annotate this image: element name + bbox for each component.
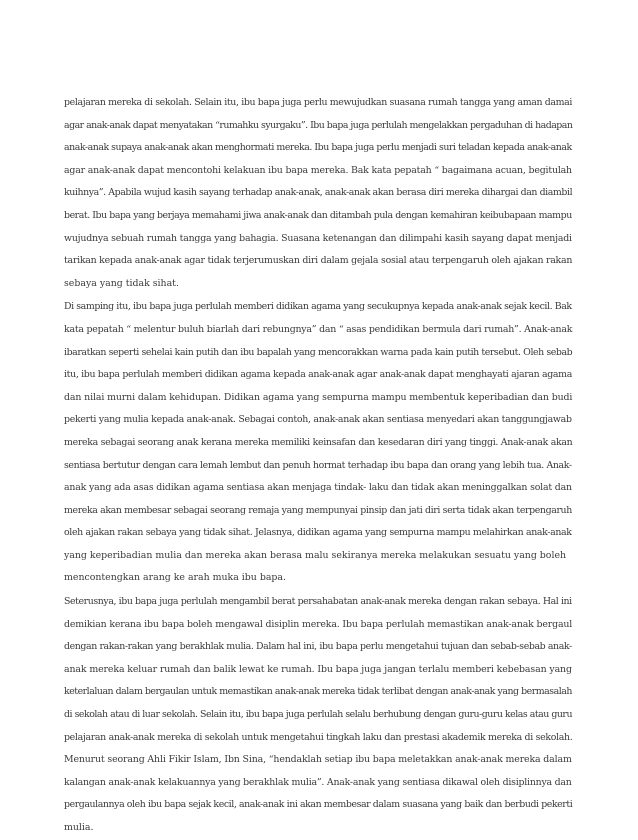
text-line: tarikan kepada anak-anak agar tidak terjerumuskan diri dalam gejala sosial atau terpengaruh oleh ajakan rakan <box>64 255 573 267</box>
paragraph-1 <box>64 92 572 295</box>
text-line: kuihnya”. Apabila wujud kasih sayang terhadap anak-anak, anak-anak akan berasa diri mereka dihargai dan diambil <box>64 187 573 199</box>
text-line: dan nilai murni dalam kehidupan. Didikan agama yang sempurna mampu membentuk keperibadian dan budi <box>64 391 573 403</box>
text-line: sentiasa bertutur dengan cara lemah lembut dan penuh hormat terhadap ibu bapa dan orang yang lebih tua. Anak- <box>64 459 572 471</box>
text-line: mereka sebagai seorang anak kerana mereka memiliki keinsafan dan kesedaran diri yang tinggi. Anak-anak akan <box>64 436 573 448</box>
text-line: sebaya yang tidak sihat. <box>64 277 179 289</box>
text-line: pekerti yang mulia kepada anak-anak. Sebagai contoh, anak-anak akan sentiasa menyedari akan tanggungjawab <box>64 414 572 426</box>
text-line: demikian kerana ibu bapa boleh mengawal disiplin mereka. Ibu bapa perlulah memastikan anak-anak bergaul <box>64 618 573 630</box>
text-line: itu, ibu bapa perlulah memberi didikan agama kepada anak-anak agar anak-anak dapat menghayati ajaran agama <box>64 369 572 381</box>
text-line: berat. Ibu bapa yang berjaya memahami jiwa anak-anak dan ditambah pula dengan kemahiran keibubapaan mampu <box>64 209 572 221</box>
text-line: ibaratkan seperti sehelai kain putih dan ibu bapalah yang mencorakkan warna pada kain putih tersebut. Oleh sebab <box>64 346 573 358</box>
text-line: Menurut seorang Ahli Fikir Islam, Ibn Sina, “hendaklah setiap ibu bapa meletakkan anak-anak mereka dalam <box>64 754 572 766</box>
text-line: anak mereka keluar rumah dan balik lewat ke rumah. Ibu bapa juga jangan terlalu memberi kebebasan yang <box>64 663 572 675</box>
document-body <box>64 92 572 840</box>
text-line: kata pepatah “ melentur buluh biarlah dari rebungnya” dan “ asas pendidikan bermula dari rumah”. Anak-anak <box>64 323 573 335</box>
text-line: di sekolah atau di luar sekolah. Selain itu, ibu bapa juga perlulah selalu berhubung dengan guru-guru kelas atau guru <box>64 709 573 721</box>
text-line: yang keperibadian mulia dan mereka akan berasa malu sekiranya mereka melakukan sesuatu yang boleh <box>64 549 567 561</box>
text-line: pelajaran anak-anak mereka di sekolah untuk mengetahui tingkah laku dan prestasi akademik mereka di sekolah. <box>64 731 573 743</box>
text-line: agar anak-anak dapat menyatakan “rumahku syurgaku”. Ibu bapa juga perlulah mengelakkan pergaduhan di hadapan <box>64 119 573 131</box>
text-line: agar anak-anak dapat mencontohi kelakuan ibu bapa mereka. Bak kata pepatah “ bagaimana acuan, begitulah <box>64 164 572 176</box>
paragraph-2 <box>64 296 572 590</box>
text-line: pelajaran mereka di sekolah. Selain itu, ibu bapa juga perlu mewujudkan suasana rumah tangga yang aman damai <box>64 97 573 108</box>
text-line: pergaulannya oleh ibu bapa sejak kecil, anak-anak ini akan membesar dalam suasana yang baik dan berbudi pekerti <box>64 799 573 811</box>
text-line: kalangan anak-anak kelakuannya yang berakhlak mulia”. Anak-anak yang sentiasa dikawal oleh disiplinnya dan <box>64 776 572 788</box>
text-line: mereka akan membesar sebagai seorang remaja yang mempunyai pinsip dan jati diri serta tidak akan terpengaruh <box>64 504 572 516</box>
text-line: Di samping itu, ibu bapa juga perlulah memberi didikan agama yang secukupnya kepada anak-anak sejak kecil. Bak <box>64 301 572 313</box>
text-line: anak-anak supaya anak-anak akan menghormati mereka. Ibu bapa juga perlu menjadi suri teladan kepada anak-anak <box>64 142 572 154</box>
text-line: mencontengkan arang ke arah muka ibu bapa. <box>64 572 286 584</box>
text-line: mulia. <box>64 822 94 833</box>
text-line: Seterusnya, ibu bapa juga perlulah mengambil berat persahabatan anak-anak mereka dengan rakan sebaya. Hal ini <box>64 596 572 608</box>
text-line: keterlaluan dalam bergaulan untuk memastikan anak-anak mereka tidak terlibat dengan anak-anak yang bermasalah <box>64 686 572 698</box>
text-line: dengan rakan-rakan yang berakhlak mulia. Dalam hal ini, ibu bapa perlu mengetahui tujuan dan sebab-sebab anak- <box>64 641 572 653</box>
text-line: wujudnya sebuah rumah tangga yang bahagia. Suasana ketenangan dan dilimpahi kasih sayang dapat menjadi <box>64 232 572 244</box>
text-line: anak yang ada asas didikan agama sentiasa akan menjaga tindak- laku dan tidak akan meninggalkan solat dan <box>64 482 572 494</box>
paragraph-3 <box>64 591 572 840</box>
text-line: oleh ajakan rakan sebaya yang tidak sihat. Jelasnya, didikan agama yang sempurna mampu melahirkan anak-anak <box>64 527 572 539</box>
